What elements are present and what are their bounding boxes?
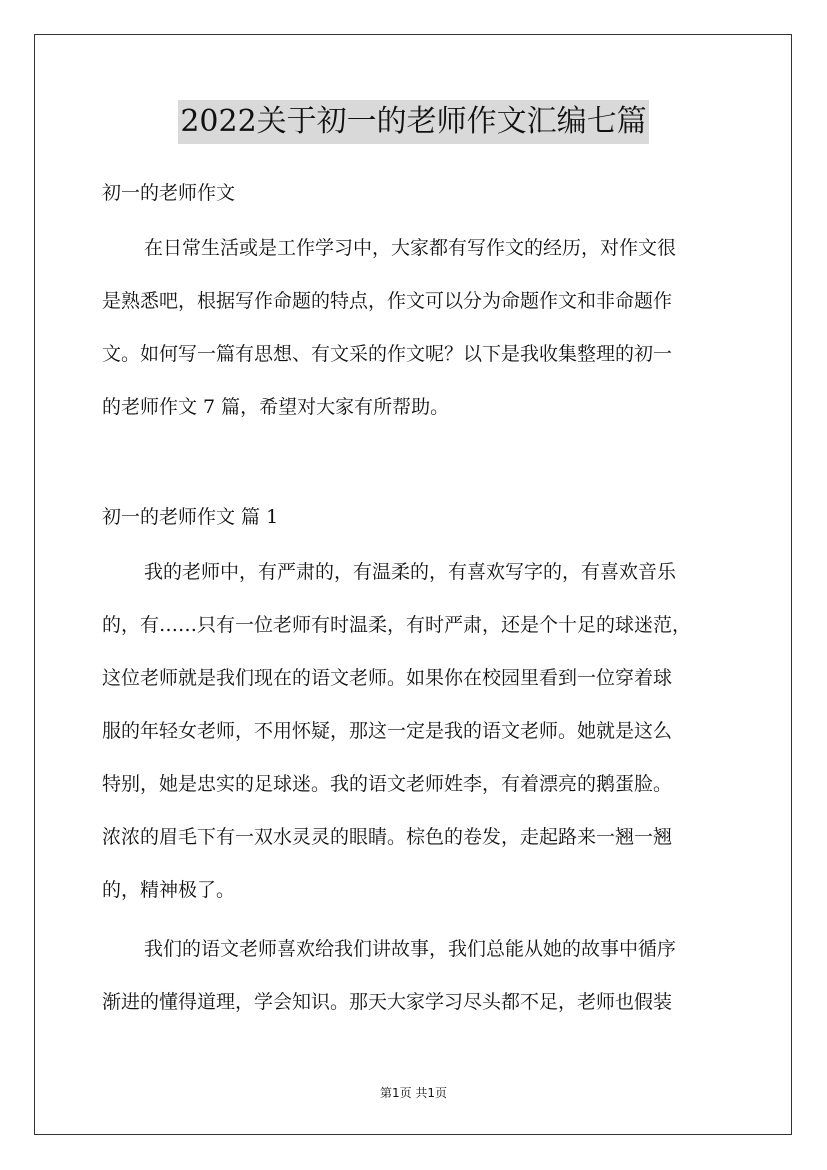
document-title: 2022关于初一的老师作文汇编七篇: [178, 100, 648, 144]
intro-line: 文。如何写一篇有思想、有文采的作文呢？以下是我收集整理的初一: [102, 343, 673, 365]
section1-p1-line: 浓浓的眉毛下有一双水灵灵的眼睛。棕色的卷发，走起路来一翘一翘: [102, 826, 673, 848]
intro-line: 的老师作文 7 篇，希望对大家有所帮助。: [102, 396, 450, 418]
section1-heading: 初一的老师作文 篇 1: [102, 506, 279, 528]
section1-p1-line: 的，有……只有一位老师有时温柔，有时严肃，还是个十足的球迷范，: [102, 614, 692, 636]
title-container: [0, 100, 827, 144]
intro-line: 在日常生活或是工作学习中，大家都有写作文的经历，对作文很: [144, 237, 677, 259]
intro-heading: 初一的老师作文: [102, 182, 236, 204]
page-footer: 第1页 共1页: [379, 1086, 448, 1100]
section1-p1-line: 这位老师就是我们现在的语文老师。如果你在校园里看到一位穿着球: [102, 667, 673, 689]
intro-line: 是熟悉吧，根据写作命题的特点，作文可以分为命题作文和非命题作: [102, 290, 673, 312]
section1-p1-line: 服的年轻女老师，不用怀疑，那这一定是我的语文老师。她就是这么: [102, 720, 673, 742]
section1-p1-line: 我的老师中，有严肃的，有温柔的，有喜欢写字的，有喜欢音乐: [144, 561, 677, 583]
section1-p1-line: 特别，她是忠实的足球迷。我的语文老师姓李，有着漂亮的鹅蛋脸。: [102, 773, 673, 795]
section1-p2-line: 渐进的懂得道理，学会知识。那天大家学习尽头都不足，老师也假装: [102, 991, 673, 1013]
section1-p1-line: 的，精神极了。: [102, 879, 236, 901]
section1-p2-line: 我们的语文老师喜欢给我们讲故事，我们总能从她的故事中循序: [144, 938, 677, 960]
